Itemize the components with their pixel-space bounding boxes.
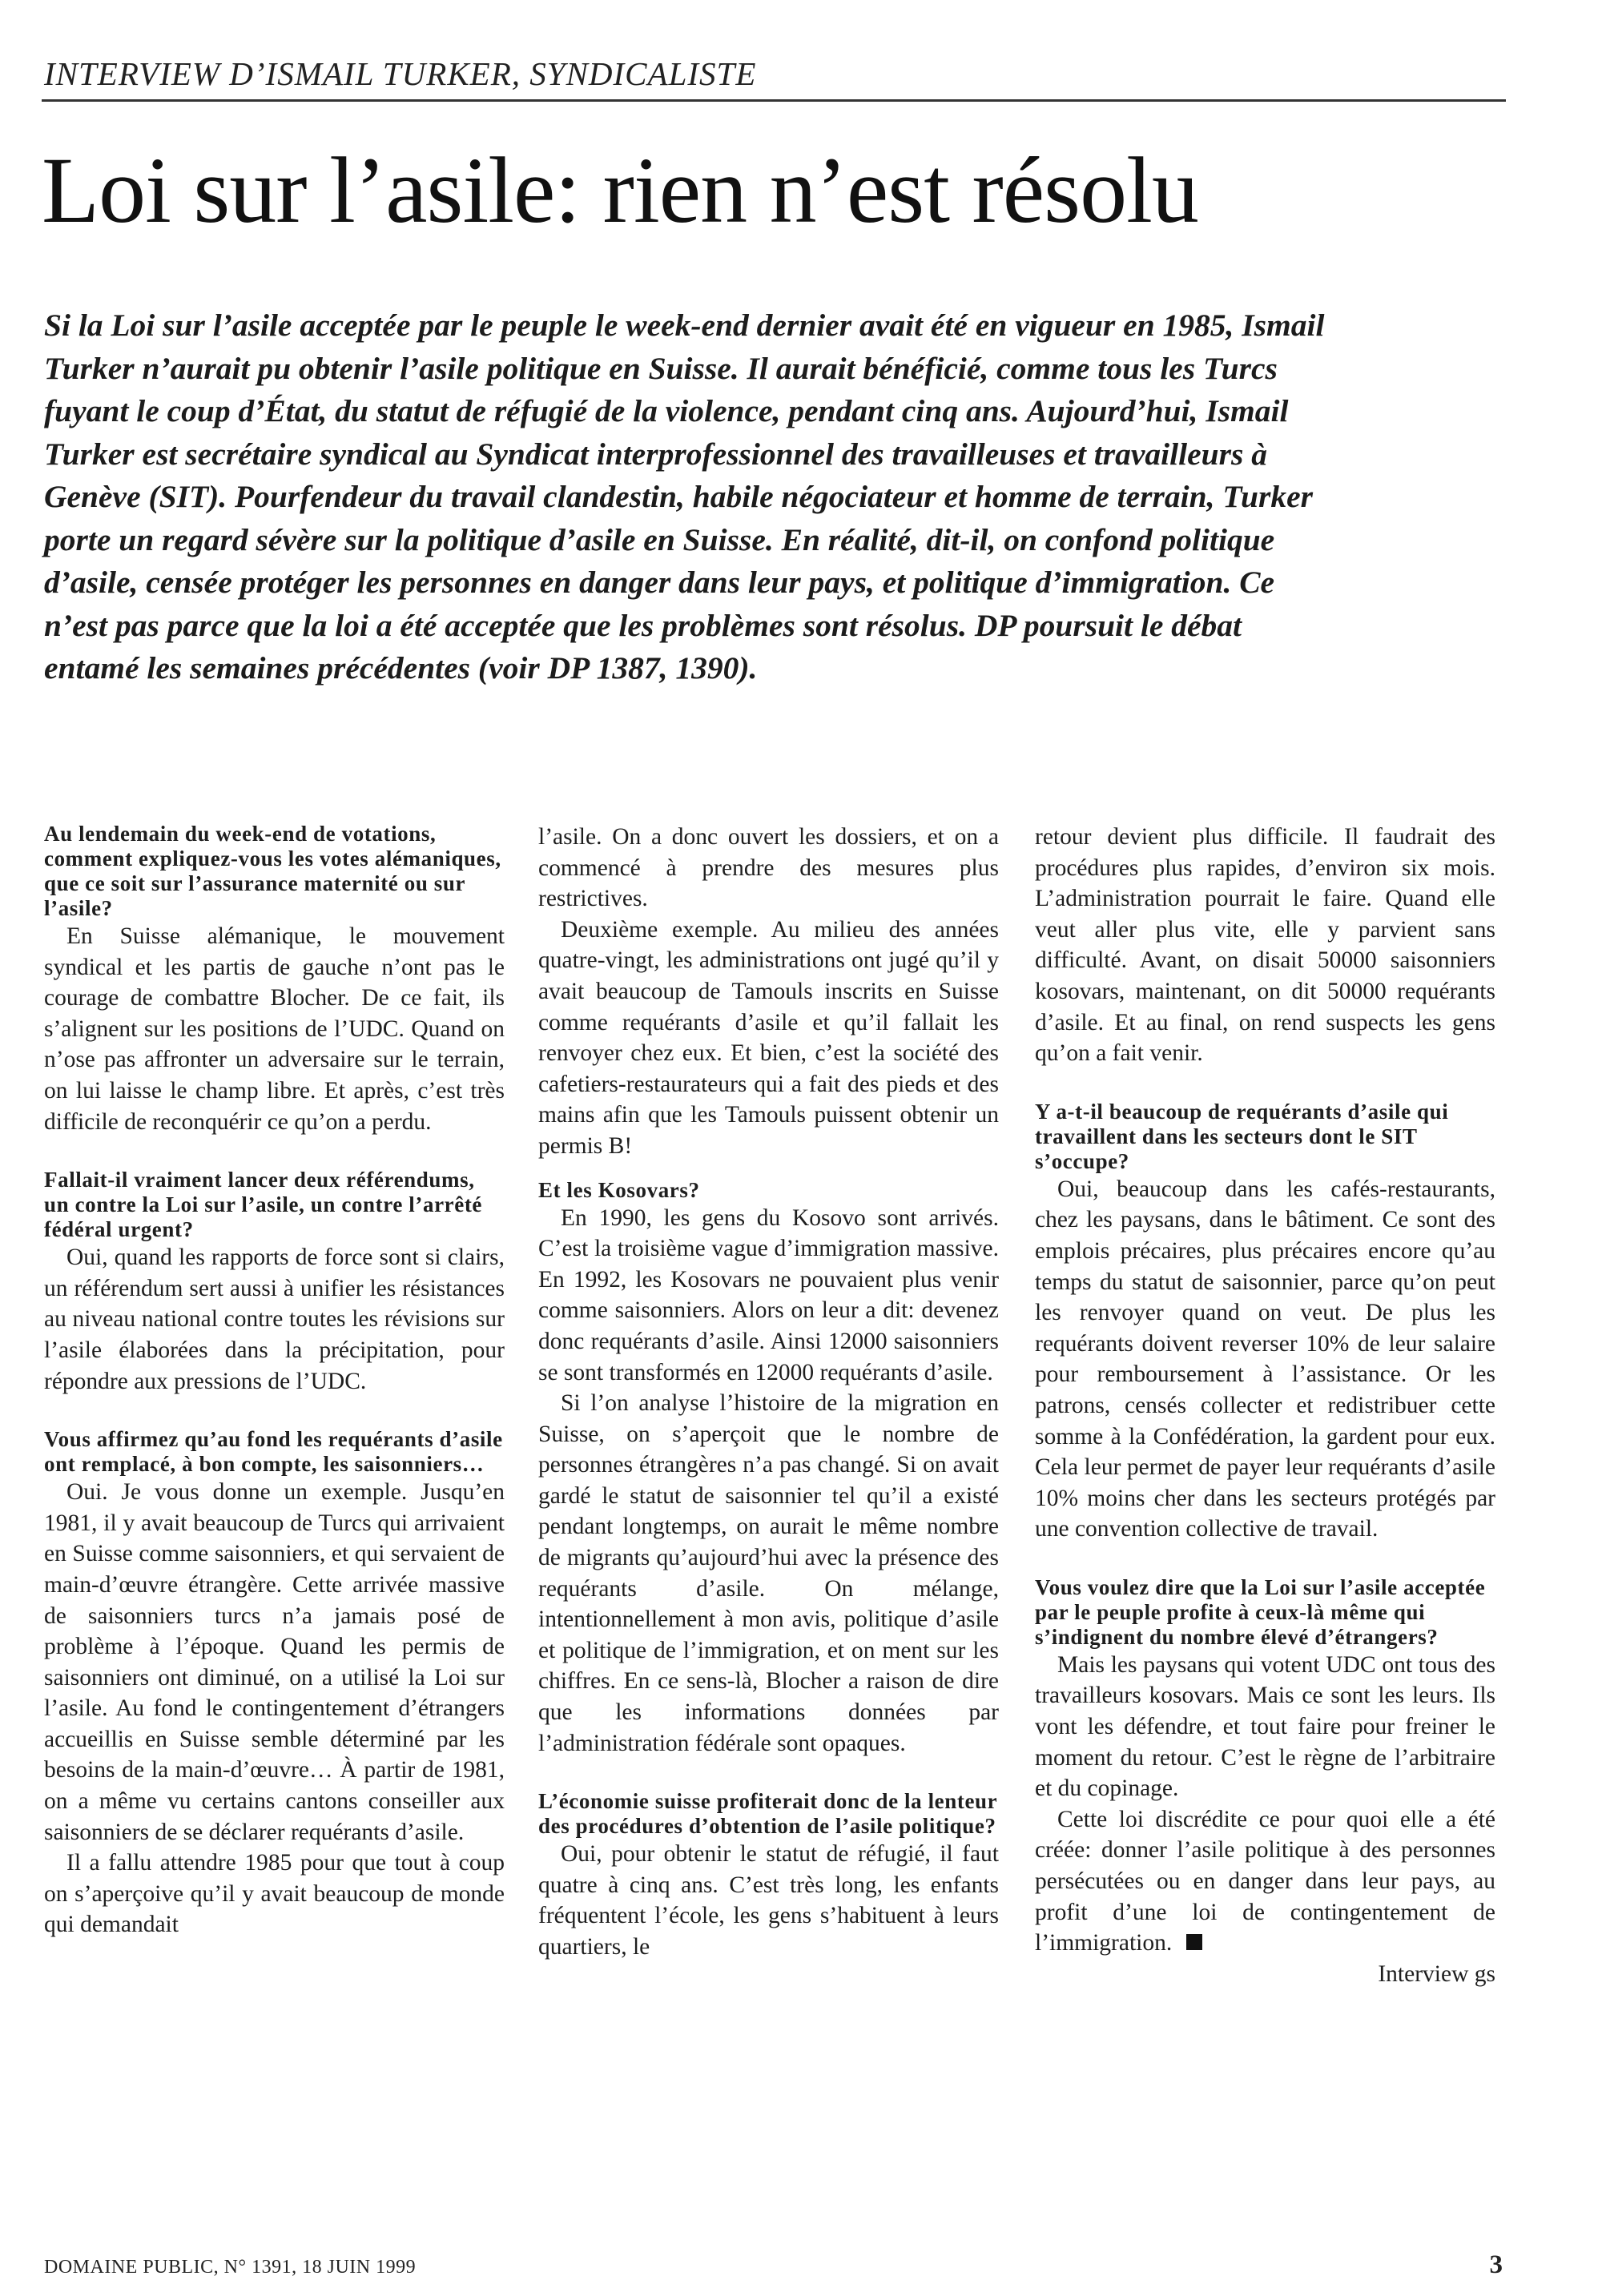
page-number: 3 [1489, 2250, 1503, 2279]
footer-publication: DOMAINE PUBLIC, N° 1391, 18 JUIN 1999 [44, 2257, 417, 2278]
answer-paragraph [1035, 1804, 1495, 1959]
spacer [538, 1162, 999, 1178]
signature-text: Interview gs [1378, 1960, 1495, 1987]
spacer [538, 1759, 999, 1789]
question: Y a-t-il beaucoup de requérants d’asile qui travaillent dans les secteurs dont le SIT s’occupe? [1035, 1099, 1449, 1173]
kicker: INTERVIEW D’ISMAIL TURKER, SYNDICALISTE [44, 55, 757, 92]
closing-sentence: Cette loi discrédite ce pour quoi elle a été créée: donner l’asile politique à des personnes persécutées ou en danger dans leur pays, au profit d’une loi de contingentement de l’immigration. [1035, 1806, 1495, 1956]
question: L’économie suisse profiterait donc de la lenteur des procédures d’obtention de l’asile politique? [538, 1789, 997, 1839]
question: Fallait-il vraiment lancer deux référendums, un contre la Loi sur l’asile, un contre l’arrêté fédéral urgent? [44, 1168, 482, 1242]
headline: Loi sur l’asile: rien n’est résolu [42, 138, 1198, 243]
answer-paragraph: retour devient plus difficile. Il faudrait des procédures plus rapides, d’environ six mois. L’administration pourrait le faire. Quand elle veut aller plus vite, elle y parvient sans difficulté. Avant, on disait 50000 saisonniers kosovars, maintenant, on dit 50000 requérants d’asile. Et au final, on rend suspects les gens qu’on a fait venir. [1035, 824, 1495, 1067]
answer-paragraph: Si l’on analyse l’histoire de la migration en Suisse, on s’aperçoit que le nombre de personnes étrangères n’a pas changé. Si on avait gardé le statut de saisonnier tel qu’il a existé pendant longtemps, on aurait le même nombre de migrants qu’aujourd’hui avec la présence des requérants d’asile. On mélange, intentionnellement à mon avis, politique d’asile et politique de l’immigration, et on ment sur les chiffres. En ce sens-là, Blocher a raison de dire que les informations données par l’administration fédérale sont opaques. [538, 1390, 999, 1756]
question: Vous voulez dire que la Loi sur l’asile acceptée par le peuple profite à ceux-là même qui s’indignent du nombre élevé d’étrangers? [1035, 1574, 1486, 1649]
answer-paragraph: Oui, quand les rapports de force sont si clairs, un référendum sert aussi à unifier les résistances au niveau national contre toutes les révisions sur l’asile élaborées dans la précipitation, pour répondre aux pressions de l’UDC. [44, 1245, 505, 1394]
signature [1035, 1959, 1495, 1990]
spacer [1035, 1069, 1495, 1100]
answer-paragraph: En 1990, les gens du Kosovo sont arrivés. C’est la troisième vague d’immigration massive. En 1992, les Kosovars ne pouvaient plus venir comme saisonniers. Alors on leur a dit: devenez donc requérants d’asile. Ainsi 12000 saisonniers se sont transformés en 12000 requérants d’asile. [538, 1204, 999, 1385]
answer-paragraph: Il a fallu attendre 1985 pour que tout à coup on s’aperçoive qu’il y avait beaucoup de monde qui demandait [44, 1850, 505, 1938]
column-3 [1035, 822, 1495, 1989]
column-1 [44, 822, 505, 1940]
spacer [1035, 1545, 1495, 1575]
answer-paragraph: En Suisse alémanique, le mouvement syndical et les partis de gauche n’ont pas le courage de combattre Blocher. De ce fait, ils s’alignent sur les positions de l’UDC. Quand on n’ose pas affronter un adversaire sur le terrain, on lui laisse le champ libre. Et après, c’est très difficile de reconquérir ce qu’on a perdu. [44, 923, 505, 1135]
answer-paragraph: Deuxième exemple. Au milieu des années quatre-vingt, les administrations ont jugé qu’il y avait beaucoup de Tamouls inscrits en Suisse comme requérants d’asile et qu’il fallait les renvoyer chez eux. Et bien, c’est la société des cafetiers-restaurateurs qui a fait des pieds et des mains afin que les Tamouls puissent obtenir un permis B! [538, 916, 999, 1159]
question: Vous affirmez qu’au fond les requérants d’asile ont remplacé, à bon compte, les saisonniers… [44, 1427, 503, 1477]
question: Au lendemain du week-end de votations, comment expliquez-vous les votes alémaniques, que ce soit sur l’assurance maternité ou sur l’asile? [44, 822, 501, 920]
answer-paragraph: Oui, pour obtenir le statut de réfugié, il faut quatre à cinq ans. C’est très long, les enfants fréquentent l’école, les gens s’habituent à leurs quartiers, le [538, 1841, 999, 1960]
answer-paragraph: Mais les paysans qui votent UDC ont tous des travailleurs kosovars. Mais ce sont les leurs. Ils vont les défendre, et tout faire pour freiner le moment du retour. C’est le règne de l’arbitraire et du copinage. [1035, 1651, 1495, 1802]
kicker-rule [42, 99, 1506, 102]
answer-paragraph: Oui. Je vous donne un exemple. Jusqu’en 1981, il y avait beaucoup de Turcs qui arrivaient en Suisse comme saisonniers, et qui servaient de main-d’œuvre étrangère. Cette arrivée massive de saisonniers turcs n’a jamais posé de problème à l’époque. Quand les permis de saisonniers ont diminué, on a utilisé la Loi sur l’asile. Au fond le contingentement d’étrangers accueillis en Suisse semble déterminé par les besoins de la main-d’œuvre… À partir de 1981, on a même vu certains cantons conseiller aux saisonniers de se déclarer requérants d’asile. [44, 1479, 505, 1845]
answer-paragraph: l’asile. On a donc ouvert les dossiers, et on a commencé à prendre des mesures plus restrictives. [538, 824, 999, 912]
spacer [44, 1397, 505, 1427]
column-2 [538, 822, 999, 1963]
lead-paragraph: Si la Loi sur l’asile acceptée par le peuple le week-end dernier avait été en vigueur en 1985, Ismail Turker n’aurait pu obtenir l’asile politique en Suisse. Il aurait bénéficié, comme tous les Turcs fuyant le coup d’État, du statut de réfugié de la violence, pendant cinq ans. Aujourd’hui, Ismail Turker est secrétaire syndical au Syndicat interprofessionnel des travailleuses et travailleurs à Genève (SIT). Pourfendeur du travail clandestin, habile négociateur et homme de terrain, Turker porte un regard sévère sur la politique d’asile en Suisse. En réalité, dit-il, on confond politique d’asile, censée protéger les personnes en danger dans leur pays, et politique d’immigration. Ce n’est pas parce que la loi a été acceptée que les problèmes sont résolus. DP poursuit le débat entamé les semaines précédentes (voir DP 1387, 1390). [44, 308, 1325, 686]
question: Et les Kosovars? [538, 1177, 700, 1202]
spacer [44, 1137, 505, 1168]
end-of-article-square-icon [1186, 1934, 1202, 1950]
answer-paragraph: Oui, beaucoup dans les cafés-restaurants, chez les paysans, dans le bâtiment. Ce sont des emplois précaires, plus précaires encore qu’au temps du statut de saisonnier, parce qu’on peut les renvoyer quand on veut. De plus les requérants doivent reverser 10% de leur salaire pour remboursement à l’assistance. Or les patrons, censés collecter et redistribuer cette somme à la Confédération, la gardent pour eux. Cela leur permet de payer leur requérants d’asile 10% moins cher dans les secteurs protégés par une convention collective de travail. [1035, 1176, 1495, 1542]
